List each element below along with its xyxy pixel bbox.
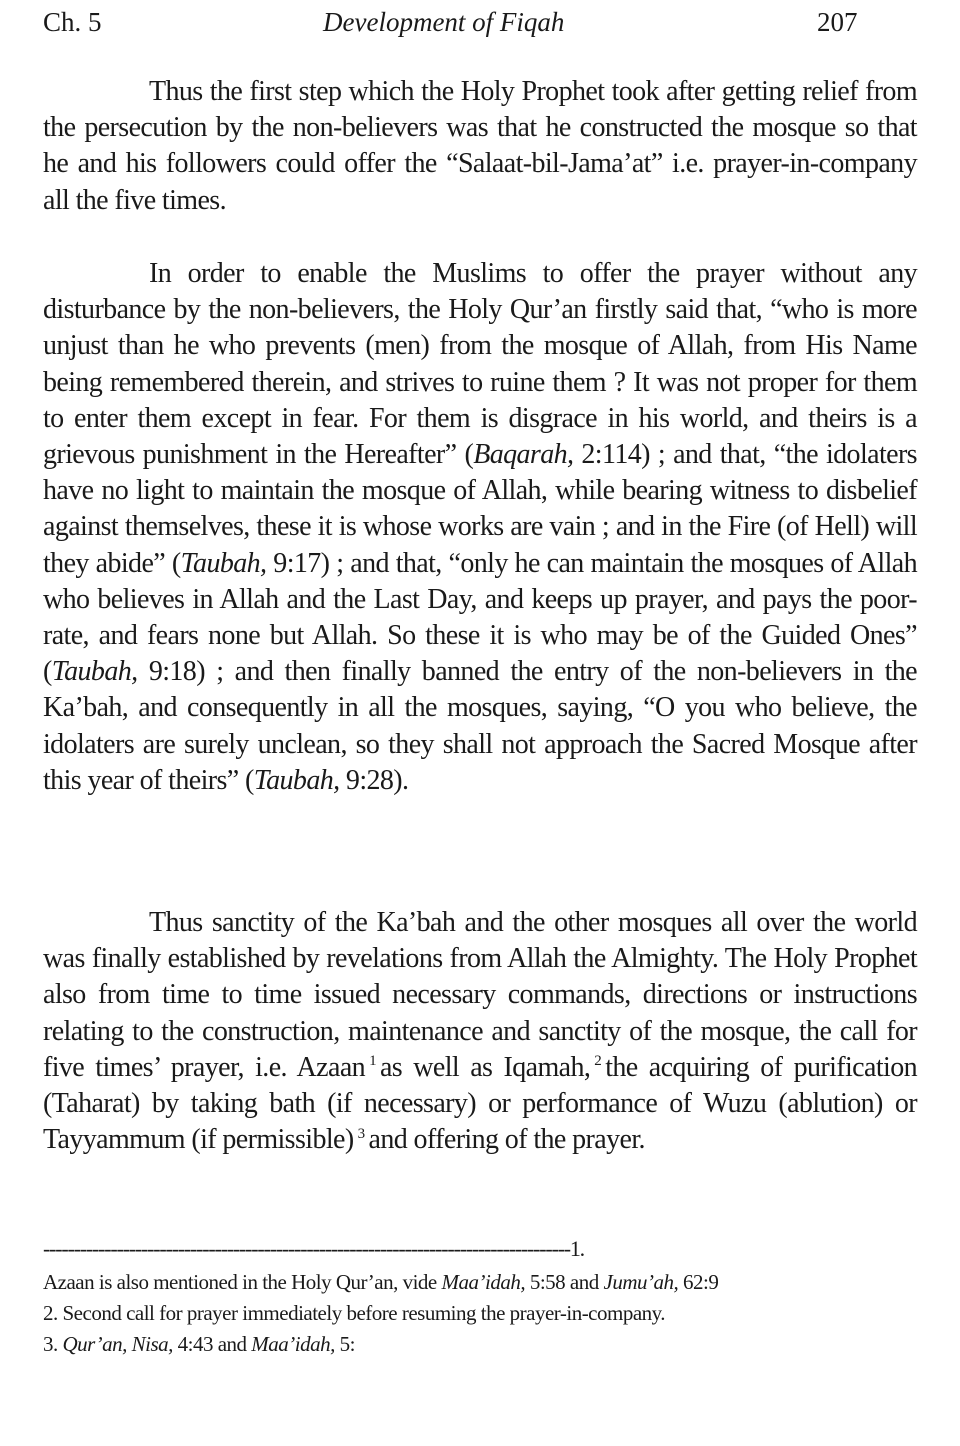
footnote-text: 4:43 and (172, 1332, 252, 1356)
footnote-text: 5:58 and (525, 1270, 604, 1294)
footnote-ref-1[interactable]: 1 (369, 1053, 376, 1070)
paragraph-text: Thus the first step which the Holy Prophet took after getting relief from the persecution by the non-believers was that he constructed the mosque so that he and his followers could offer the “Salaat-bil-Jama’at” i.e. prayer-in-company all the five times. (43, 76, 917, 216)
citation-taubah: Taubah, (180, 547, 267, 579)
page-number: 207 (817, 7, 858, 37)
footnote-ref-2[interactable]: 2 (594, 1053, 602, 1070)
paragraph-text: 9:18) ; and then finally banned the entry of the non-believers in the Ka’bah, and consequently in all the mosques, saying, “O you who believe, the idolaters are surely unclean, so they shall not approach the Sacred Mosque after this year of theirs” ( (43, 656, 917, 796)
book-title: Development of Fiqah (323, 7, 565, 37)
citation-maaidah: Maa’idah, (251, 1332, 335, 1356)
citation-quran-nisa: Qur’an, Nisa, (62, 1332, 173, 1356)
citation-maaidah: Maa’idah, (441, 1270, 526, 1294)
paragraph-1 (43, 74, 917, 219)
footnote-2 (43, 1299, 917, 1327)
footnote-1 (43, 1268, 917, 1296)
paragraph-text: 9:17) ; and that, “only he can maintain the mosques of Allah who believes in Allah and the Last Day, and keeps up prayer, and pays the poor-rate, and fears none but Allah. So these it is who may be of the Guided Ones” ( (43, 547, 917, 688)
footnote-3 (43, 1330, 917, 1358)
paragraph-3 (43, 905, 917, 1158)
footnote-ref-3[interactable]: 3 (357, 1125, 365, 1142)
footnote-text: 3. (43, 1332, 63, 1356)
footnote-separator: --------------------------------------------------------------------------------------1. (43, 1236, 584, 1261)
chapter-label: Ch. 5 (43, 7, 102, 37)
paragraph-text: 2:114) ; and that, “the idolaters have no light to maintain the mosque of Allah, while bearing witness to disbelief against themselves, these it is whose works are vain ; and in the Fire (of Hell) will they abide” ( (43, 439, 917, 579)
citation-taubah: Taubah, (253, 764, 340, 796)
paragraph-text: Thus sanctity of the Ka’bah and the other mosques all over the world was finally established by revelations from Allah the Almighty. The Holy Prophet also from time to time issued necessary commands, directions or instructions relating to the construction, maintenance and sanctity of the mosque, the call for five times’ prayer, i.e. Azaan (43, 907, 917, 1083)
footnote-text: 5: (334, 1332, 355, 1356)
footnotes (43, 1268, 917, 1361)
paragraph-text: 9:28). (339, 764, 409, 796)
paragraph-text: as well as Iqamah, (379, 1051, 591, 1083)
citation-taubah: Taubah, (51, 656, 138, 688)
paragraph-text: In order to enable the Muslims to offer the prayer without any disturbance by the non-believers, the Holy Qur’an firstly said that, “who is more unjust than he who prevents (men) from the mosque of Allah, from His Name being remembered therein, and strives to ruine them ? It was not proper for them to enter them except in fear. For them is disgrace in his world, and theirs is a grievous punishment in the Hereafter” ( (43, 258, 917, 471)
footnote-text: Azaan is also mentioned in the Holy Qur’an, vide (43, 1270, 442, 1294)
footnote-text: 2. Second call for prayer immediately before resuming the prayer-in-company. (43, 1301, 666, 1325)
citation-baqarah: Baqarah, (473, 439, 574, 471)
paragraph-text: and offering of the prayer. (368, 1124, 645, 1156)
running-header (43, 4, 917, 40)
paragraph-text: the acquiring of purification (Taharat) by taking bath (if necessary) or performance of Wuzu (ablution) or Tayyammum (if permissible) (43, 1051, 917, 1156)
citation-jumuah: Jumu’ah, (603, 1270, 679, 1294)
footnote-text: 62:9 (678, 1270, 719, 1294)
paragraph-2 (43, 256, 917, 799)
